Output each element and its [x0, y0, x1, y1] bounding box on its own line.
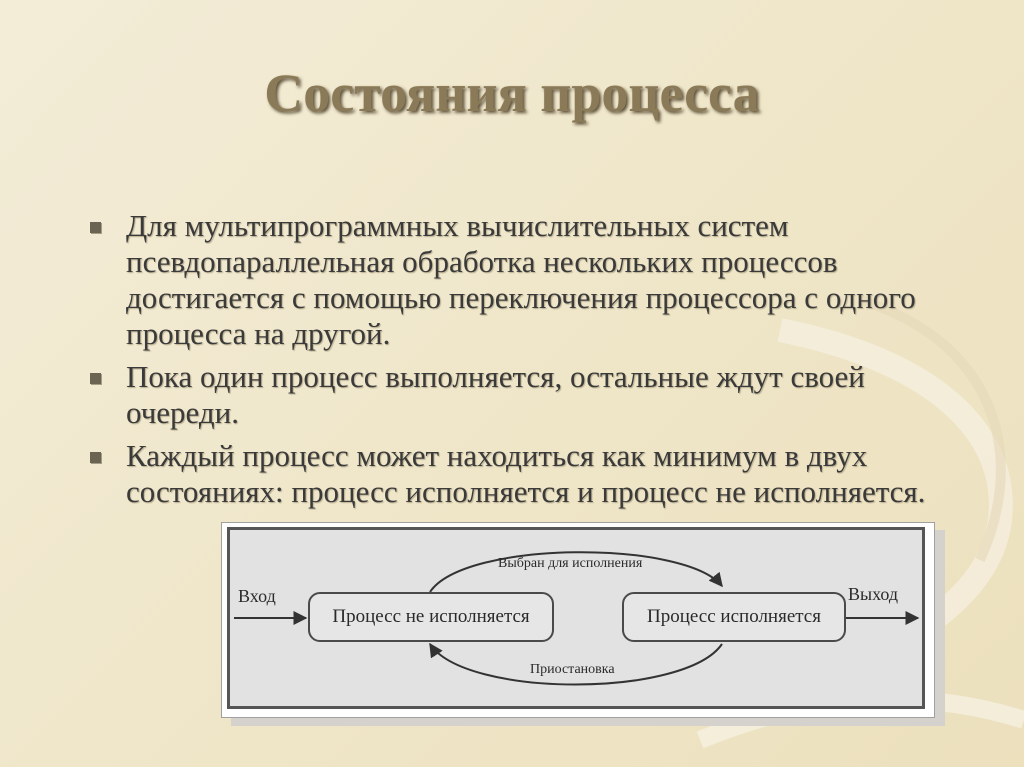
bullet-list [88, 208, 928, 517]
square-bullet-icon [90, 222, 101, 233]
square-bullet-icon [90, 452, 101, 463]
state-running-label: Процесс исполняется [647, 606, 821, 627]
slide-title: Состояния процесса [264, 63, 760, 123]
state-running-box [622, 592, 846, 642]
bullet-item [88, 208, 928, 352]
output-label: Выход [848, 584, 899, 604]
bullet-text: Для мультипрограммных вычислительных систем псевдопараллельная обработка нескольких процессов достигается с помощью переключения процессора с одного процесса на другой. [126, 208, 916, 351]
bullet-text: Каждый процесс может находиться как минимум в двух состояниях: процесс исполняется и процесс не исполняется. [126, 438, 926, 509]
bullet-text: Пока один процесс выполняется, остальные ждут своей очереди. [126, 359, 865, 430]
bullet-item [88, 359, 928, 431]
diagram-panel [227, 527, 925, 709]
process-state-diagram [221, 522, 935, 718]
dispatch-label: Выбран для исполнения [498, 556, 643, 571]
state-not-running-box [308, 592, 554, 642]
pause-label: Приостановка [530, 662, 615, 677]
input-label: Вход [238, 586, 276, 606]
state-not-running-label: Процесс не исполняется [332, 606, 530, 627]
bullet-item [88, 438, 928, 510]
square-bullet-icon [90, 373, 101, 384]
